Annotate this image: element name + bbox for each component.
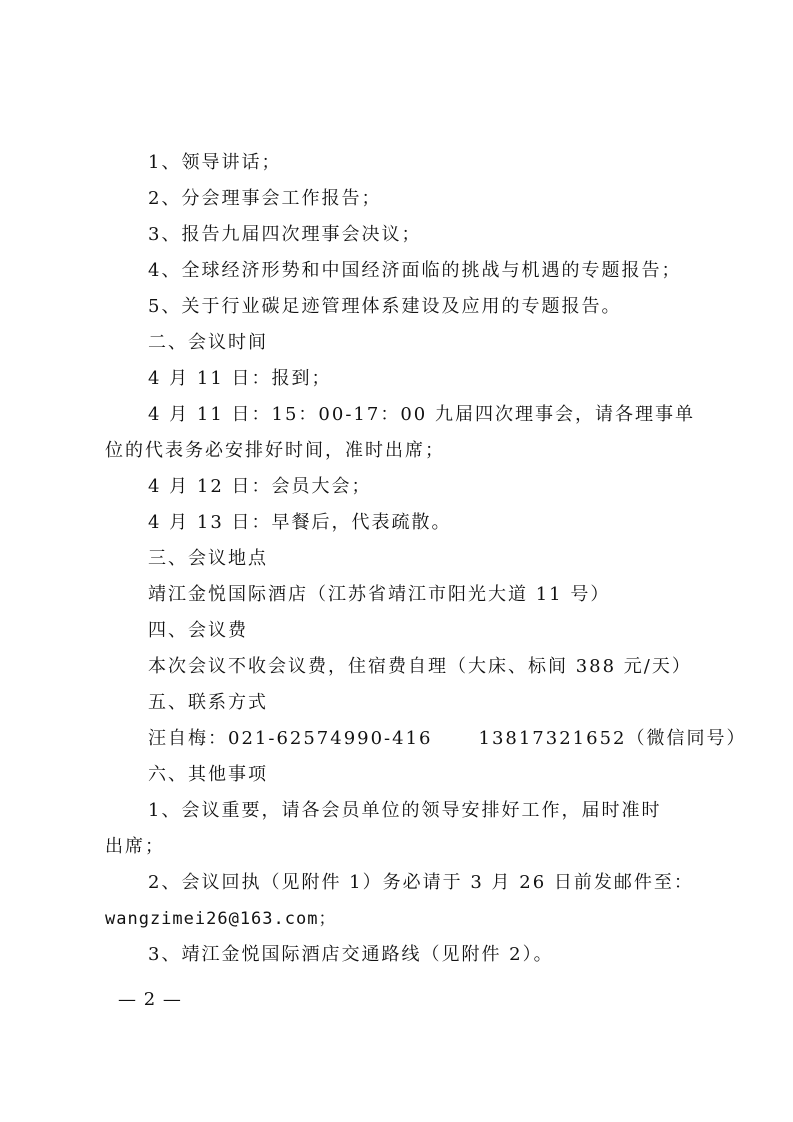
other-item3: 3、靖江金悦国际酒店交通路线（见附件 2）。	[148, 944, 554, 965]
agenda-item-4: 4、全球经济形势和中国经济面临的挑战与机遇的专题报告；	[148, 260, 682, 281]
page-number: — 2 —	[118, 989, 182, 1010]
agenda-item-5: 5、关于行业碳足迹管理体系建设及应用的专题报告。	[148, 296, 622, 317]
time-heading: 二、会议时间	[148, 332, 268, 353]
agenda-item-3: 3、报告九届四次理事会决议；	[148, 224, 422, 245]
contact-mobile: 13817321652（微信同号）	[478, 728, 747, 749]
contact-heading: 五、联系方式	[148, 692, 268, 713]
location-text: 靖江金悦国际酒店（江苏省靖江市阳光大道 11 号）	[148, 584, 611, 605]
time-apr11-meeting-line2: 位的代表务必安排好时间，准时出席；	[105, 440, 445, 461]
time-apr11-checkin: 4 月 11 日：报到；	[148, 368, 332, 389]
fee-text: 本次会议不收会议费，住宿费自理（大床、标间 388 元/天）	[148, 656, 692, 677]
location-heading: 三、会议地点	[148, 548, 268, 569]
time-apr13: 4 月 13 日：早餐后，代表疏散。	[148, 512, 452, 533]
other-item1-line2: 出席；	[105, 836, 165, 857]
fee-heading: 四、会议费	[148, 620, 248, 641]
time-apr12: 4 月 12 日：会员大会；	[148, 476, 372, 497]
other-item1-line1: 1、会议重要，请各会员单位的领导安排好工作，届时准时	[148, 800, 662, 821]
time-apr11-meeting-line1: 4 月 11 日：15：00-17：00 九届四次理事会，请各理事单	[148, 404, 695, 425]
agenda-item-1: 1、领导讲话；	[148, 152, 282, 173]
agenda-item-2: 2、分会理事会工作报告；	[148, 188, 382, 209]
other-heading: 六、其他事项	[148, 764, 268, 785]
other-item2-line1: 2、会议回执（见附件 1）务必请于 3 月 26 日前发邮件至：	[148, 872, 694, 893]
email-address: wangzimei26@163.com；	[105, 909, 337, 929]
contact-line	[148, 727, 746, 751]
contact-name-phone: 汪自梅：021-62574990-416	[148, 728, 433, 749]
